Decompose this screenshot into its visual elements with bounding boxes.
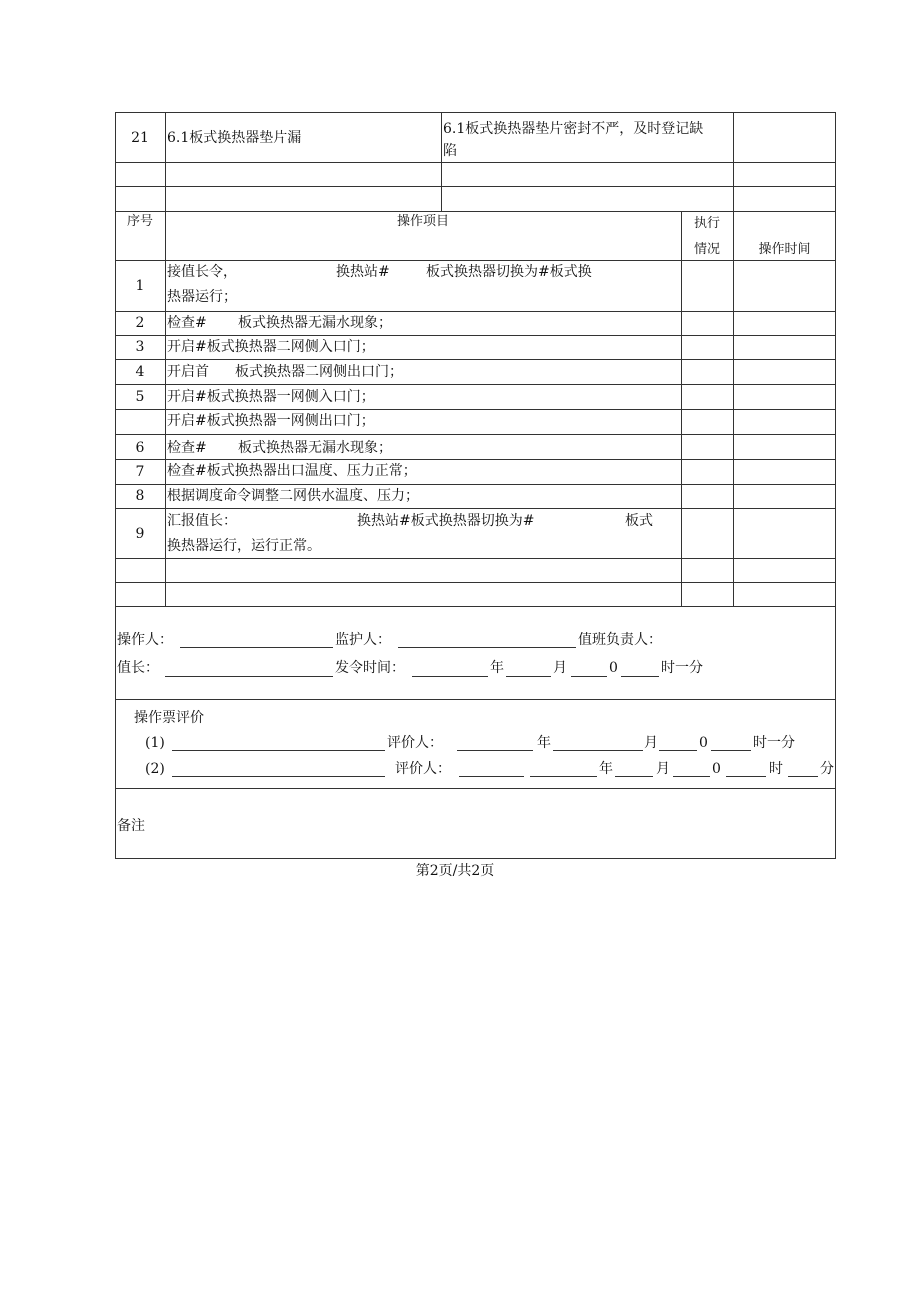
column-divider: [733, 112, 734, 606]
header-exec-line1: 执行: [693, 216, 720, 231]
step-text: 接值长令，: [167, 264, 237, 280]
operator-label: 操作人：: [117, 632, 173, 648]
column-divider: [165, 112, 166, 606]
step-text: 根据调度命令调整二网供水温度、压力；: [167, 488, 419, 504]
eval-row2-month-blank: [615, 776, 653, 777]
row-divider: [115, 434, 836, 435]
step-number: 4: [135, 364, 145, 380]
step-text: 检查#: [167, 315, 207, 331]
remarks-label: 备注: [117, 818, 145, 834]
eval-row1-zero: 0: [699, 735, 708, 751]
operator-blank: [180, 647, 333, 648]
hour-min-label: 时一分: [661, 660, 703, 676]
step-text: 开启首: [167, 364, 209, 380]
eval-row2-month: 月: [656, 761, 670, 777]
header-no: 序号: [126, 214, 153, 229]
step-text: 换热站#板式换热器切换为#: [357, 513, 535, 529]
eval-row2-evaluator: 评价人：: [395, 761, 451, 777]
row-divider: [115, 409, 836, 410]
step-text: 开启#板式换热器一网侧入口门；: [167, 389, 375, 405]
fault-measure-line1: 6.1板式换热器垫片密封不严，及时登记缺: [443, 121, 704, 137]
row-divider: [115, 699, 836, 700]
row-number: 21: [131, 130, 149, 146]
eval-row2-year: 年: [599, 761, 613, 777]
row-divider: [115, 186, 836, 187]
row-divider: [115, 788, 836, 789]
eval-row2-hour-blank: [726, 776, 766, 777]
eval-row1-month-blank: [553, 750, 643, 751]
step-text: 开启#板式换热器一网侧出口门；: [167, 413, 375, 429]
row-divider: [115, 582, 836, 583]
row-divider: [115, 311, 836, 312]
fault-measure-line2: 陷: [443, 143, 457, 159]
eval-row2-blank-a: [459, 776, 524, 777]
header-time: 操作时间: [758, 242, 811, 257]
step-text: 检查#: [167, 440, 207, 456]
step-text: 板式换热器二网侧出口门；: [235, 364, 403, 380]
eval-row1-blank: [172, 750, 385, 751]
step-number: 5: [135, 389, 145, 405]
eval-row2-zero: 0: [712, 761, 721, 777]
step-text: 汇报值长：: [167, 513, 237, 529]
step-text: 检查#板式换热器出口温度、压力正常；: [167, 463, 417, 479]
eval-row2-hour: 时: [769, 761, 783, 777]
header-exec-line2: 情况: [693, 242, 720, 257]
day-blank: [571, 676, 607, 677]
eval-row2-blank: [172, 776, 385, 777]
month-label: 月: [553, 660, 567, 676]
row-divider: [115, 359, 836, 360]
step-text: 板式: [625, 513, 653, 529]
step-number: 9: [135, 526, 145, 542]
zero-label: 0: [609, 660, 618, 676]
column-divider: [441, 112, 442, 211]
page-footer: 第2页/共2页: [415, 863, 495, 879]
eval-row1-evaluator: 评价人：: [387, 735, 443, 751]
eval-row1-year-blank: [457, 750, 533, 751]
year-label: 年: [490, 660, 504, 676]
step-text: 换热器运行，运行正常。: [167, 538, 321, 554]
row-divider: [115, 558, 836, 559]
evaluation-title: 操作票评价: [134, 710, 204, 726]
shift-leader-label: 值班负责人：: [578, 632, 662, 648]
step-text: 板式换热器无漏水现象；: [238, 315, 392, 331]
step-number: 1: [135, 278, 145, 294]
step-text: 换热站#: [336, 264, 390, 280]
step-text: 开启#板式换热器二网侧入口门；: [167, 339, 375, 355]
eval-row2-minute-blank: [788, 776, 818, 777]
eval-row2-day-blank: [673, 776, 710, 777]
fault-item: 6.1板式换热器垫片漏: [167, 130, 302, 146]
step-text: 板式换热器切换为#板式换: [426, 264, 592, 280]
row-divider: [115, 508, 836, 509]
step-number: 6: [135, 440, 145, 456]
chief-blank: [165, 676, 333, 677]
eval-row1-index: (1): [145, 735, 165, 751]
eval-row2-index: (2): [145, 761, 165, 777]
month-blank: [506, 676, 551, 677]
step-text: 热器运行；: [167, 289, 237, 305]
step-number: 8: [135, 488, 145, 504]
row-divider: [115, 260, 836, 261]
column-divider: [681, 211, 682, 606]
row-divider: [115, 384, 836, 385]
step-number: 2: [135, 315, 145, 331]
chief-label: 值长：: [117, 660, 159, 676]
row-divider: [115, 162, 836, 163]
eval-row1-day-blank: [659, 750, 697, 751]
issue-time-label: 发令时间：: [335, 660, 405, 676]
step-number: 3: [135, 339, 145, 355]
step-text: 板式换热器无漏水现象；: [238, 440, 392, 456]
supervisor-label: 监护人：: [335, 632, 391, 648]
row-divider: [115, 606, 836, 607]
eval-row1-hour-min: 时一分: [753, 735, 795, 751]
row-divider: [115, 335, 836, 336]
year-blank: [412, 676, 488, 677]
supervisor-blank: [398, 647, 576, 648]
step-number: 7: [135, 464, 145, 480]
hour-blank: [621, 676, 659, 677]
row-divider: [115, 484, 836, 485]
eval-row1-year: 年: [537, 735, 551, 751]
eval-row1-hour-blank: [711, 750, 751, 751]
row-divider: [115, 459, 836, 460]
eval-row1-month: 月: [644, 735, 658, 751]
header-item: 操作项目: [396, 214, 449, 229]
eval-row2-minute: 分: [820, 761, 834, 777]
eval-row2-year-blank: [530, 776, 597, 777]
